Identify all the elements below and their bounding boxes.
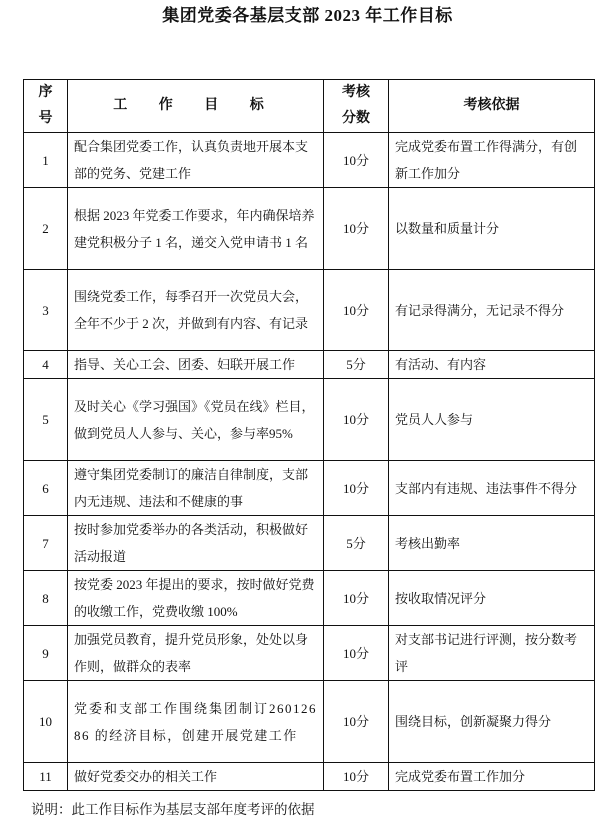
table-row [24, 763, 595, 791]
row-basis: 党员人人参与 [389, 379, 595, 461]
row-score: 10分 [324, 461, 389, 516]
footnote: 说明：此工作目标作为基层支部年度考评的依据 [31, 802, 315, 817]
row-goal: 配合集团党委工作，认真负责地开展本支部的党务、党建工作 [68, 133, 324, 188]
table-header-row [24, 80, 595, 133]
document-title: 集团党委各基层支部 2023 年工作目标 [162, 6, 453, 25]
row-score: 10分 [324, 626, 389, 681]
row-goal: 按时参加党委举办的各类活动，积极做好活动报道 [68, 516, 324, 571]
table-row [24, 516, 595, 571]
table-row [24, 270, 595, 351]
table-row [24, 461, 595, 516]
row-score: 10分 [324, 571, 389, 626]
row-number: 6 [24, 461, 68, 516]
row-goal: 党委和支部工作围绕集团制订26012686 的经济目标，创建开展党建工作 [68, 681, 324, 763]
row-basis: 以数量和质量计分 [389, 188, 595, 270]
row-score: 10分 [324, 763, 389, 791]
table-row [24, 133, 595, 188]
row-number: 11 [24, 763, 68, 791]
row-basis: 围绕目标，创新凝聚力得分 [389, 681, 595, 763]
row-goal: 及时关心《学习强国》《党员在线》栏目，做到党员人人参与、关心，参与率95% [68, 379, 324, 461]
row-score: 5分 [324, 516, 389, 571]
row-basis: 完成党委布置工作得满分，有创新工作加分 [389, 133, 595, 188]
row-goal: 按党委 2023 年提出的要求，按时做好党费的收缴工作，党费收缴 100% [68, 571, 324, 626]
table-row [24, 626, 595, 681]
table-row [24, 681, 595, 763]
header-score: 考核 分数 [324, 80, 389, 133]
row-number: 9 [24, 626, 68, 681]
work-goals-table [23, 79, 595, 791]
header-work-goal: 工 作 目 标 [68, 80, 324, 133]
row-number: 3 [24, 270, 68, 351]
row-goal: 加强党员教育，提升党员形象，处处以身作则，做群众的表率 [68, 626, 324, 681]
row-goal: 指导、关心工会、团委、妇联开展工作 [68, 351, 324, 379]
row-basis: 有活动、有内容 [389, 351, 595, 379]
row-score: 10分 [324, 188, 389, 270]
row-basis: 对支部书记进行评测，按分数考评 [389, 626, 595, 681]
row-basis: 支部内有违规、违法事件不得分 [389, 461, 595, 516]
row-number: 5 [24, 379, 68, 461]
row-basis: 按收取情况评分 [389, 571, 595, 626]
row-goal: 根据 2023 年党委工作要求，年内确保培养建党积极分子 1 名，递交入党申请书 1 名 [68, 188, 324, 270]
row-score: 5分 [324, 351, 389, 379]
row-number: 2 [24, 188, 68, 270]
table-row [24, 351, 595, 379]
row-basis: 完成党委布置工作加分 [389, 763, 595, 791]
table-row [24, 188, 595, 270]
row-score: 10分 [324, 681, 389, 763]
row-number: 8 [24, 571, 68, 626]
row-number: 1 [24, 133, 68, 188]
row-number: 7 [24, 516, 68, 571]
row-score: 10分 [324, 379, 389, 461]
row-goal: 围绕党委工作，每季召开一次党员大会，全年不少于 2 次，并做到有内容、有记录 [68, 270, 324, 351]
row-goal: 做好党委交办的相关工作 [68, 763, 324, 791]
header-serial-number: 序 号 [24, 80, 68, 133]
row-score: 10分 [324, 270, 389, 351]
row-basis: 考核出勤率 [389, 516, 595, 571]
table-row [24, 571, 595, 626]
row-number: 10 [24, 681, 68, 763]
row-number: 4 [24, 351, 68, 379]
header-assessment-basis: 考核依据 [389, 80, 595, 133]
row-basis: 有记录得满分，无记录不得分 [389, 270, 595, 351]
row-score: 10分 [324, 133, 389, 188]
row-goal: 遵守集团党委制订的廉洁自律制度，支部内无违规、违法和不健康的事 [68, 461, 324, 516]
table-row [24, 379, 595, 461]
